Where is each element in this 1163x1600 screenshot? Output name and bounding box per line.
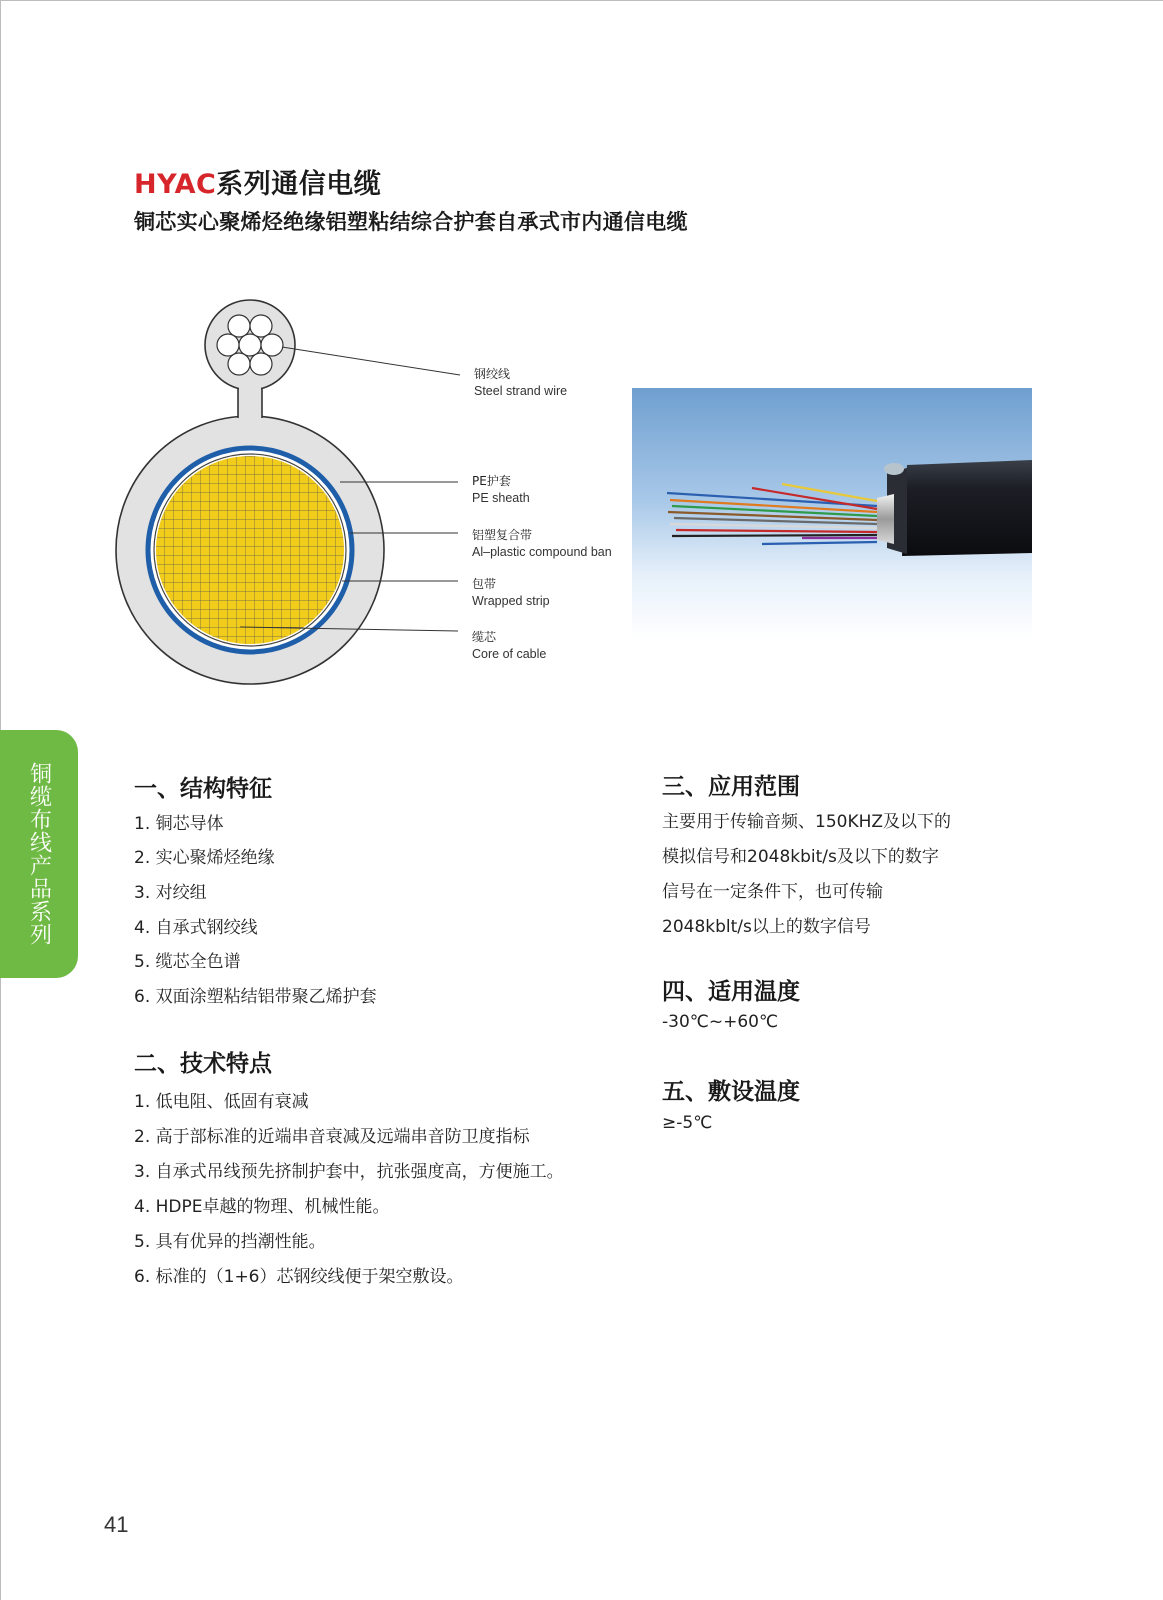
technical-item: 5. 具有优异的挡潮性能。 [134,1232,326,1252]
label-core-cn: 缆芯 [472,630,497,644]
operating-temperature-value: -30℃~+60℃ [662,1012,779,1032]
technical-item: 6. 标准的（1+6）芯钢绞线便于架空敷设。 [134,1267,464,1287]
section-structure-heading: 一、结构特征 [134,776,272,802]
section-technical-heading: 二、技术特点 [134,1051,272,1077]
label-al-band-en: Al–plastic compound ban [472,545,612,559]
laying-temperature-value: ≥-5℃ [662,1113,713,1133]
cable-jacket [884,460,1032,556]
structure-item: 2. 实心聚烯烃绝缘 [134,848,275,868]
label-wrapped-strip-en: Wrapped strip [472,594,550,608]
cable-cross-section-diagram [110,285,630,705]
section-laying-temperature-heading: 五、敷设温度 [662,1079,800,1105]
section-temperature-heading: 四、适用温度 [662,979,800,1005]
title-brand: HYAC [134,169,217,200]
label-pe-sheath-en: PE sheath [472,491,530,505]
label-core-en: Core of cable [472,647,547,661]
technical-item: 1. 低电阻、低固有衰减 [134,1092,309,1112]
label-pe-sheath-cn: PE护套 [472,474,511,488]
application-line: 2048kblt/s以上的数字信号 [662,917,871,937]
application-line: 信号在一定条件下，也可传输 [662,882,883,902]
label-steel-strand-en: Steel strand wire [474,384,568,398]
structure-item: 6. 双面涂塑粘结铝带聚乙烯护套 [134,987,377,1007]
label-al-band-cn: 铝塑复合带 [472,528,533,542]
technical-item: 4. HDPE卓越的物理、机械性能。 [134,1197,390,1217]
technical-item: 2. 高于部标准的近端串音衰减及远端串音防卫度指标 [134,1127,530,1147]
section-application-heading: 三、应用范围 [662,774,800,800]
structure-item: 1. 铜芯导体 [134,814,224,834]
structure-item: 3. 对绞组 [134,883,207,903]
page-number: 41 [104,1512,129,1537]
structure-item: 5. 缆芯全色谱 [134,952,241,972]
application-line: 模拟信号和2048kbit/s及以下的数字 [662,847,939,867]
page-title [134,162,381,201]
page-subtitle: 铜芯实心聚烯烃绝缘铝塑粘结综合护套自承式市内通信电缆 [134,210,688,234]
category-side-tab [0,730,78,978]
technical-item: 3. 自承式吊线预先挤制护套中，抗张强度高，方便施工。 [134,1162,564,1182]
foil-layer [877,494,894,544]
application-line: 主要用于传输音频、150KHZ及以下的 [662,812,952,832]
structure-item: 4. 自承式钢绞线 [134,918,258,938]
label-wrapped-strip-cn: 包带 [472,577,497,591]
title-rest: 系列通信电缆 [216,169,382,200]
category-side-tab-label: 铜缆布线产品系列 [26,762,52,946]
label-steel-strand-cn: 钢绞线 [474,367,511,381]
cable-product-photo [632,388,1032,638]
page-border-top [0,0,1163,1]
